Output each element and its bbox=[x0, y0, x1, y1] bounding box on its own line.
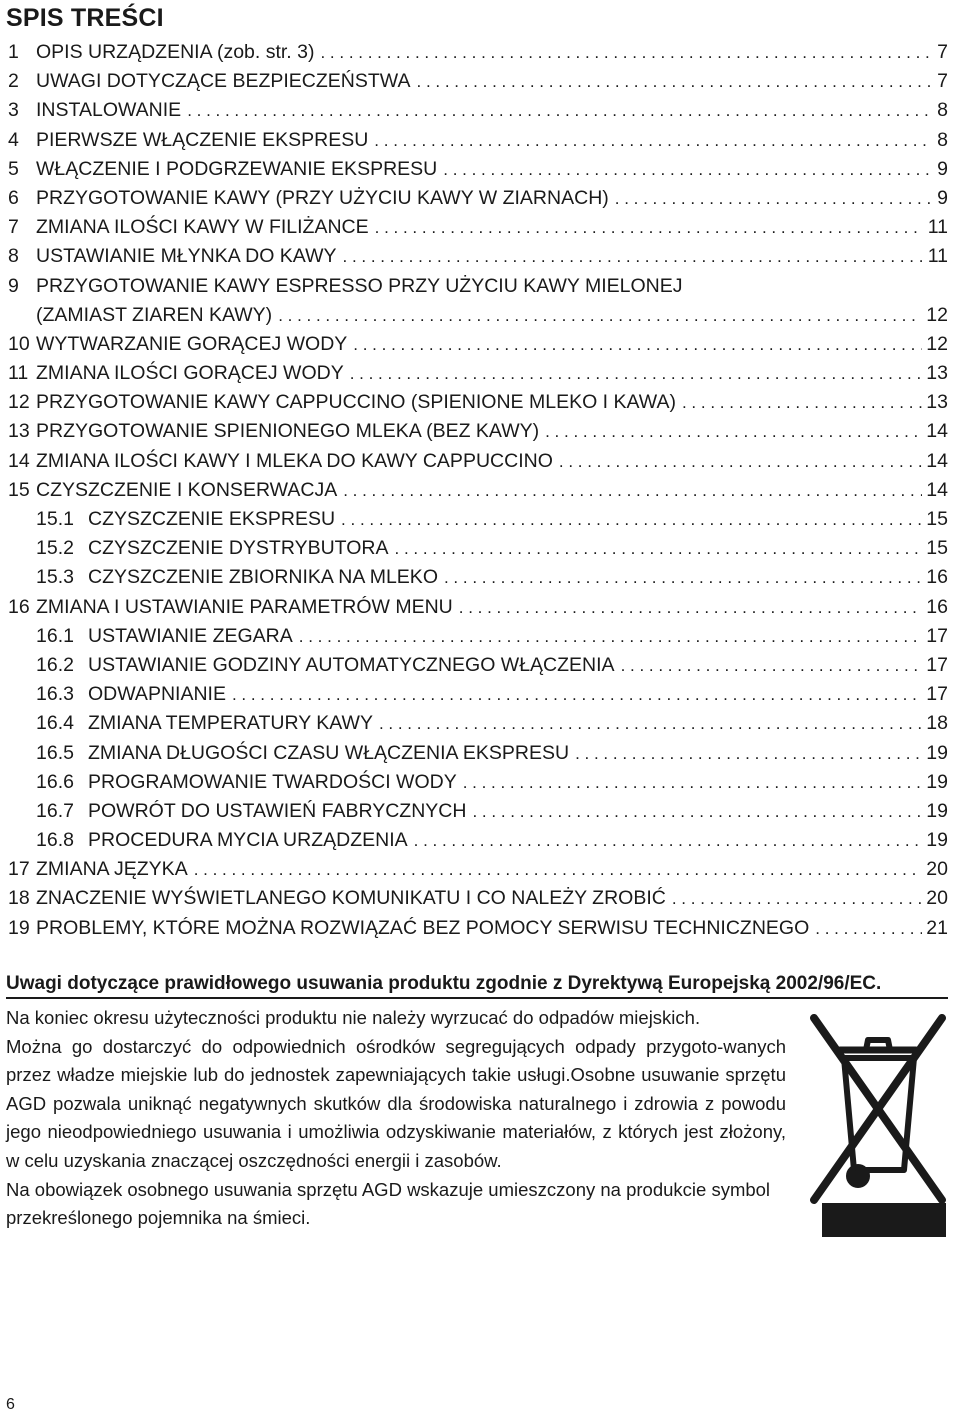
toc-entry-page: 12 bbox=[926, 332, 948, 355]
toc-entry-label: ODWAPNIANIE bbox=[88, 683, 226, 706]
toc-entry-page: 17 bbox=[926, 624, 948, 647]
table-of-contents bbox=[8, 38, 948, 943]
toc-entry-label: WYTWARZANIE GORĄCEJ WODY bbox=[36, 332, 348, 355]
toc-entry-page: 8 bbox=[937, 128, 948, 151]
toc-entry-number: 6 bbox=[8, 186, 19, 209]
notice-body bbox=[6, 1004, 786, 1233]
toc-entry bbox=[8, 359, 948, 388]
toc-entry bbox=[8, 768, 948, 797]
toc-entry-label: CZYSZCZENIE I KONSERWACJA bbox=[36, 478, 338, 501]
toc-entry-label: ZMIANA ILOŚCI KAWY I MLEKA DO KAWY CAPPUCCINO bbox=[36, 449, 553, 472]
notice-title: Uwagi dotyczące prawidłowego usuwania produktu zgodnie z Dyrektywą Europejską 2002/96/EC. bbox=[6, 973, 882, 994]
toc-entry-number: 16.2 bbox=[36, 653, 74, 676]
toc-leader-dots bbox=[545, 417, 922, 446]
toc-entry-page: 11 bbox=[927, 245, 948, 268]
toc-entry-label: ZMIANA ILOŚCI KAWY W FILIŻANCE bbox=[36, 216, 369, 239]
toc-entry-page: 21 bbox=[926, 916, 948, 939]
toc-entry bbox=[8, 388, 948, 417]
toc-entry-number: 16.7 bbox=[36, 799, 74, 822]
toc-entry bbox=[8, 797, 948, 826]
notice-divider bbox=[6, 997, 948, 999]
toc-leader-dots bbox=[615, 184, 933, 213]
toc-entry bbox=[8, 709, 948, 738]
toc-entry bbox=[8, 96, 948, 125]
toc-entry bbox=[8, 301, 948, 330]
toc-leader-dots bbox=[472, 797, 922, 826]
toc-entry-page: 20 bbox=[926, 887, 948, 910]
toc-entry bbox=[8, 884, 948, 913]
toc-entry bbox=[8, 184, 948, 213]
toc-entry-page: 19 bbox=[926, 770, 948, 793]
toc-entry-page: 18 bbox=[926, 712, 948, 735]
toc-entry-page: 13 bbox=[926, 391, 948, 414]
toc-entry-number: 12 bbox=[8, 391, 30, 414]
toc-entry-number: 16.5 bbox=[36, 741, 74, 764]
toc-leader-dots bbox=[232, 680, 922, 709]
toc-entry-number: 16 bbox=[8, 595, 30, 618]
toc-entry-page: 16 bbox=[926, 595, 948, 618]
toc-entry-page: 7 bbox=[937, 41, 948, 63]
toc-entry bbox=[8, 534, 948, 563]
toc-entry-page: 8 bbox=[937, 99, 948, 122]
toc-entry-label: CZYSZCZENIE ZBIORNIKA NA MLEKO bbox=[88, 566, 438, 589]
toc-entry bbox=[8, 417, 948, 446]
toc-leader-dots bbox=[395, 534, 923, 563]
toc-entry-number: 1 bbox=[8, 41, 19, 63]
toc-entry-label: PROCEDURA MYCIA URZĄDZENIA bbox=[88, 829, 408, 852]
toc-entry-label: ZMIANA I USTAWIANIE PARAMETRÓW MENU bbox=[36, 595, 453, 618]
toc-entry bbox=[8, 330, 948, 359]
toc-entry-number: 11 bbox=[8, 362, 29, 385]
toc-entry-label: PRZYGOTOWANIE KAWY (PRZY UŻYCIU KAWY W ZIARNACH) bbox=[36, 186, 609, 209]
toc-entry-number: 14 bbox=[8, 449, 30, 472]
toc-entry-page: 16 bbox=[926, 566, 948, 589]
toc-entry-number: 7 bbox=[8, 216, 19, 239]
toc-entry-page: 12 bbox=[926, 303, 948, 326]
toc-leader-dots bbox=[559, 447, 922, 476]
toc-leader-dots bbox=[374, 126, 933, 155]
toc-entry-number: 10 bbox=[8, 332, 30, 355]
toc-entry-number: 9 bbox=[8, 274, 19, 297]
toc-leader-dots bbox=[343, 242, 924, 271]
toc-entry-page: 17 bbox=[926, 653, 948, 676]
toc-entry-page: 15 bbox=[926, 537, 948, 560]
toc-entry-label: PIERWSZE WŁĄCZENIE EKSPRESU bbox=[36, 128, 369, 151]
toc-entry bbox=[8, 38, 948, 67]
toc-entry-label: ZMIANA TEMPERATURY KAWY bbox=[88, 712, 373, 735]
toc-entry-page: 14 bbox=[926, 449, 948, 472]
toc-entry-number: 17 bbox=[8, 858, 30, 881]
toc-entry-number: 16.6 bbox=[36, 770, 74, 793]
toc-entry-page: 9 bbox=[937, 157, 948, 180]
toc-entry bbox=[8, 447, 948, 476]
toc-leader-dots bbox=[621, 651, 923, 680]
toc-entry bbox=[8, 826, 948, 855]
toc-entry-number: 16.3 bbox=[36, 683, 74, 706]
toc-leader-dots bbox=[379, 709, 922, 738]
toc-entry-page: 19 bbox=[926, 799, 948, 822]
toc-leader-dots bbox=[459, 593, 923, 622]
toc-entry-page: 14 bbox=[926, 478, 948, 501]
toc-entry-page: 17 bbox=[926, 683, 948, 706]
toc-leader-dots bbox=[353, 330, 922, 359]
toc-entry-number: 2 bbox=[8, 70, 19, 93]
toc-leader-dots bbox=[575, 739, 922, 768]
toc-entry-number: 15 bbox=[8, 478, 30, 501]
toc-leader-dots bbox=[320, 38, 933, 67]
toc-leader-dots bbox=[278, 301, 922, 330]
toc-entry-number: 16.1 bbox=[36, 624, 74, 647]
toc-entry bbox=[8, 126, 948, 155]
toc-entry bbox=[8, 242, 948, 271]
toc-entry-number: 16.8 bbox=[36, 829, 74, 852]
toc-leader-dots bbox=[343, 476, 922, 505]
toc-entry-page: 19 bbox=[926, 741, 948, 764]
toc-entry bbox=[8, 213, 948, 242]
toc-entry-label: USTAWIANIE ZEGARA bbox=[88, 624, 293, 647]
toc-entry bbox=[8, 155, 948, 184]
toc-entry bbox=[8, 622, 948, 651]
toc-entry bbox=[8, 651, 948, 680]
toc-entry bbox=[8, 272, 948, 301]
toc-leader-dots bbox=[444, 563, 922, 592]
toc-leader-dots bbox=[341, 505, 922, 534]
toc-entry-number: 8 bbox=[8, 245, 19, 268]
toc-entry-number: 15.1 bbox=[36, 508, 74, 530]
toc-entry-label: ZMIANA DŁUGOŚCI CZASU WŁĄCZENIA EKSPRESU bbox=[88, 741, 570, 764]
toc-entry-label: POWRÓT DO USTAWIEŃ FABRYCZNYCH bbox=[88, 799, 467, 822]
toc-entry bbox=[8, 67, 948, 96]
bin-underline-bar bbox=[822, 1203, 946, 1237]
toc-entry-number: 15.3 bbox=[36, 566, 74, 589]
toc-leader-dots bbox=[463, 768, 923, 797]
toc-leader-dots bbox=[350, 359, 923, 388]
toc-entry bbox=[8, 680, 948, 709]
toc-entry-page: 13 bbox=[926, 362, 948, 385]
toc-entry bbox=[8, 563, 948, 592]
toc-entry-label: USTAWIANIE GODZINY AUTOMATYCZNEGO WŁĄCZENIA bbox=[88, 653, 615, 676]
toc-leader-dots bbox=[815, 914, 922, 943]
page-number: 6 bbox=[6, 1396, 15, 1413]
toc-entry-label: USTAWIANIE MŁYNKA DO KAWY bbox=[36, 245, 337, 268]
toc-leader-dots bbox=[187, 96, 933, 125]
toc-entry bbox=[8, 914, 948, 943]
toc-entry-page: 7 bbox=[937, 70, 948, 93]
toc-entry-number: 13 bbox=[8, 420, 30, 443]
toc-entry-page: 20 bbox=[926, 858, 948, 881]
toc-entry-number: 5 bbox=[8, 157, 19, 180]
toc-entry-page: 19 bbox=[926, 829, 948, 852]
toc-entry-label: CZYSZCZENIE DYSTRYBUTORA bbox=[88, 537, 389, 560]
notice-paragraph: Można go dostarczyć do odpowiednich ośrodków segregujących odpady przygoto-wanych przez władze miejskie lub do jednostek zapewniających takie usługi.Osobne usuwanie sprzętu AGD pozwala uniknąć negatywnych skutków dla środowiska naturalnego i zdrowia z powodu jego nieodpowiedniego usuwania i umożliwia odzyskiwanie materiałów, z których jest złożony, w celu uzyskania znaczącej oszczędności energii i zasobów. bbox=[6, 1035, 786, 1171]
toc-entry-label: CZYSZCZENIE EKSPRESU bbox=[88, 508, 336, 530]
toc-leader-dots bbox=[682, 388, 922, 417]
toc-leader-dots bbox=[299, 622, 923, 651]
toc-entry bbox=[8, 593, 948, 622]
toc-leader-dots bbox=[417, 67, 934, 96]
toc-entry-label: WŁĄCZENIE I PODGRZEWANIE EKSPRESU bbox=[36, 157, 438, 180]
toc-leader-dots bbox=[672, 884, 922, 913]
toc-entry-label: (ZAMIAST ZIAREN KAWY) bbox=[36, 303, 273, 326]
toc-entry-page: 15 bbox=[926, 508, 948, 530]
toc-leader-dots bbox=[375, 213, 924, 242]
toc-entry-label: ZMIANA JĘZYKA bbox=[36, 858, 188, 881]
toc-entry-number: 19 bbox=[8, 916, 30, 939]
toc-entry-label: PROGRAMOWANIE TWARDOŚCI WODY bbox=[88, 770, 457, 793]
toc-entry-number: 3 bbox=[8, 99, 19, 122]
toc-entry-label: INSTALOWANIE bbox=[36, 99, 182, 122]
toc-entry-label: PROBLEMY, KTÓRE MOŻNA ROZWIĄZAĆ BEZ POMOCY SERWISU TECHNICZNEGO bbox=[36, 916, 810, 939]
toc-entry-label: OPIS URZĄDZENIA (zob. str. 3) bbox=[36, 41, 315, 63]
toc-entry-number: 15.2 bbox=[36, 537, 74, 560]
toc-entry-label: PRZYGOTOWANIE KAWY ESPRESSO PRZY UŻYCIU KAWY MIELONEJ bbox=[36, 274, 683, 297]
toc-entry-label: PRZYGOTOWANIE KAWY CAPPUCCINO (SPIENIONE MLEKO I KAWA) bbox=[36, 391, 676, 414]
toc-entry-number: 18 bbox=[8, 887, 30, 910]
notice-paragraph: Na obowiązek osobnego usuwania sprzętu AGD wskazuje umieszczony na produkcie symbol przekreślonego pojemnika na śmieci. bbox=[6, 1178, 771, 1229]
toc-entry bbox=[8, 855, 948, 884]
notice-paragraph: Na koniec okresu użyteczności produktu nie należy wyrzucać do odpadów miejskich. bbox=[6, 1007, 701, 1028]
toc-entry-page: 14 bbox=[926, 420, 948, 443]
toc-entry-page: 9 bbox=[937, 186, 948, 209]
toc-leader-dots bbox=[194, 855, 923, 884]
toc-leader-dots bbox=[443, 155, 933, 184]
toc-entry-label: ZMIANA ILOŚCI GORĄCEJ WODY bbox=[36, 362, 344, 385]
toc-entry bbox=[8, 476, 948, 505]
toc-entry-number: 4 bbox=[8, 128, 19, 151]
toc-entry bbox=[8, 739, 948, 768]
toc-entry-label: PRZYGOTOWANIE SPIENIONEGO MLEKA (BEZ KAWY) bbox=[36, 420, 540, 443]
toc-entry bbox=[8, 505, 948, 534]
toc-leader-dots bbox=[414, 826, 923, 855]
toc-entry-page: 11 bbox=[927, 216, 948, 239]
page-title: SPIS TREŚCI bbox=[6, 4, 164, 32]
toc-entry-number: 16.4 bbox=[36, 712, 74, 735]
toc-entry-label: UWAGI DOTYCZĄCE BEZPIECZEŃSTWA bbox=[36, 70, 411, 93]
toc-entry-label: ZNACZENIE WYŚWIETLANEGO KOMUNIKATU I CO NALEŻY ZROBIĆ bbox=[36, 887, 666, 910]
